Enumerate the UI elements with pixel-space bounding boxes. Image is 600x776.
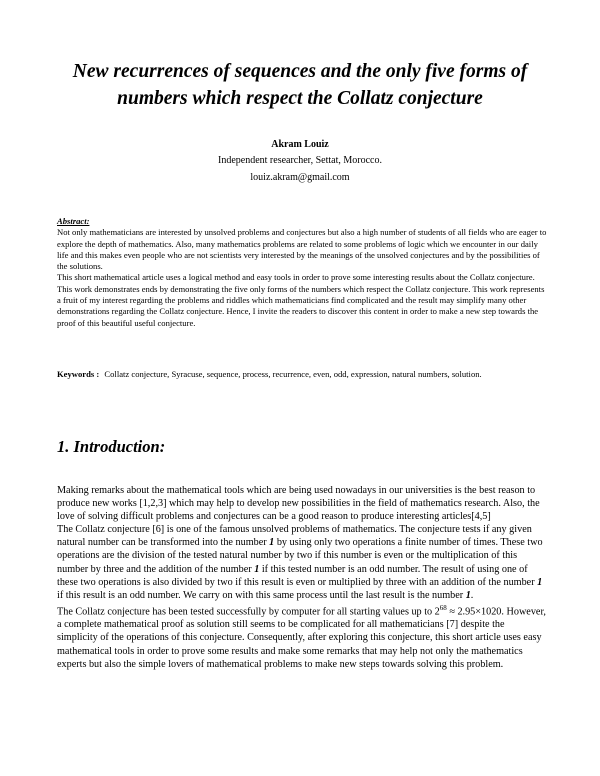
abstract-paragraph-2: This short mathematical article uses a logical method and easy tools in order to prove some interesting results about the Collatz conjecture. This work demonstrates ends by demonstrating the five only forms of the numbers which respect the Collatz conjecture. This work represents a fruit of my interest regarding the problems and riddles which mathematicians find complicated and the result may simplify many other demonstrations regarding the Collatz conjecture. Hence, I invite the readers to discover this content in order to make a new step towards the proof of this beautiful useful conjecture. — [57, 272, 545, 328]
intro-p2-text-1: The Collatz conjecture [6] is one of the famous unsolved problems of mathematics. The conjecture tests if any given natural number can be transformed into the number — [57, 524, 532, 549]
intro-paragraph-1: Making remarks about the mathematical tools which are being used nowadays in our universities is the best reason to produce new works [1,2,3] which may help to develop new possibilities in the field of mathematics research. Also, the love of solving difficult problems and conjectures can be a good reason to produce interesting articles[4,5] — [57, 485, 540, 523]
intro-p2-number-2: 1 — [254, 563, 260, 575]
intro-p2-number-4: 1 — [465, 589, 471, 601]
keywords-label: Keywords : — [57, 369, 100, 379]
intro-p3-exponent: 68 — [439, 603, 447, 612]
author-email: louiz.akram@gmail.com — [250, 172, 350, 183]
abstract-paragraph-1: Not only mathematicians are interested by unsolved problems and conjectures but also a high number of students of all fields who are eager to explore the depth of mathematics. Also, many mathematics problems are related to some problems of logic which we encounter in our daily life and this makes even people who are not scientists very interested by the meanings of the unsolved conjectures and by the possibilities of the solutions. — [57, 227, 547, 272]
abstract-section — [57, 216, 547, 329]
intro-p2-text-5: . — [470, 589, 474, 601]
introduction-body — [57, 484, 547, 671]
paper-title: New recurrences of sequences and the only five forms of numbers which respect the Collatz conjecture — [72, 61, 528, 109]
intro-p3-text-2: ≈ 2.95×1020. However, a complete mathematical proof as solution still seems to be complicated for all mathematicians [7] despite the simplicity of the operations of this conjecture. Consequently, after exploring this conjecture, this short article uses easy mathematical tools in order to prove some results and make some remarks that may help not only the mathematics experts but also the simple lovers of mathematical problems to make new steps towards solving this problem. — [57, 606, 546, 670]
intro-p2-number-1: 1 — [269, 537, 275, 549]
section-heading-introduction: 1. Introduction: — [57, 437, 166, 456]
author-affiliation: Independent researcher, Settat, Morocco. — [218, 155, 382, 166]
keywords-text: Collatz conjecture, Syracuse, sequence, process, recurrence, even, odd, expression, natural numbers, solution. — [104, 369, 482, 379]
intro-paragraph-3 — [57, 602, 547, 671]
intro-p3-text-1: The Collatz conjecture has been tested successfully by computer for all starting values up to 2 — [57, 606, 440, 618]
intro-paragraph-2 — [57, 523, 547, 602]
abstract-label: Abstract: — [57, 216, 90, 226]
intro-p2-text-4: if this result is an odd number. We carry on with this same process until the last result is the number — [57, 589, 466, 601]
keywords-section — [57, 368, 547, 381]
intro-p2-text-3: if this tested number is an odd number. The result of using one of these two operations is also divided by two if this result is even or multiplied by three with an addition of the number — [57, 563, 538, 588]
intro-p2-text-2: by using only two operations a finite number of times. These two operations are the division of the tested natural number by two if this number is even or the multiplication of this number by three and the addition of the number — [57, 537, 543, 575]
author-name: Akram Louiz — [271, 139, 329, 150]
intro-p2-number-3: 1 — [537, 576, 543, 588]
